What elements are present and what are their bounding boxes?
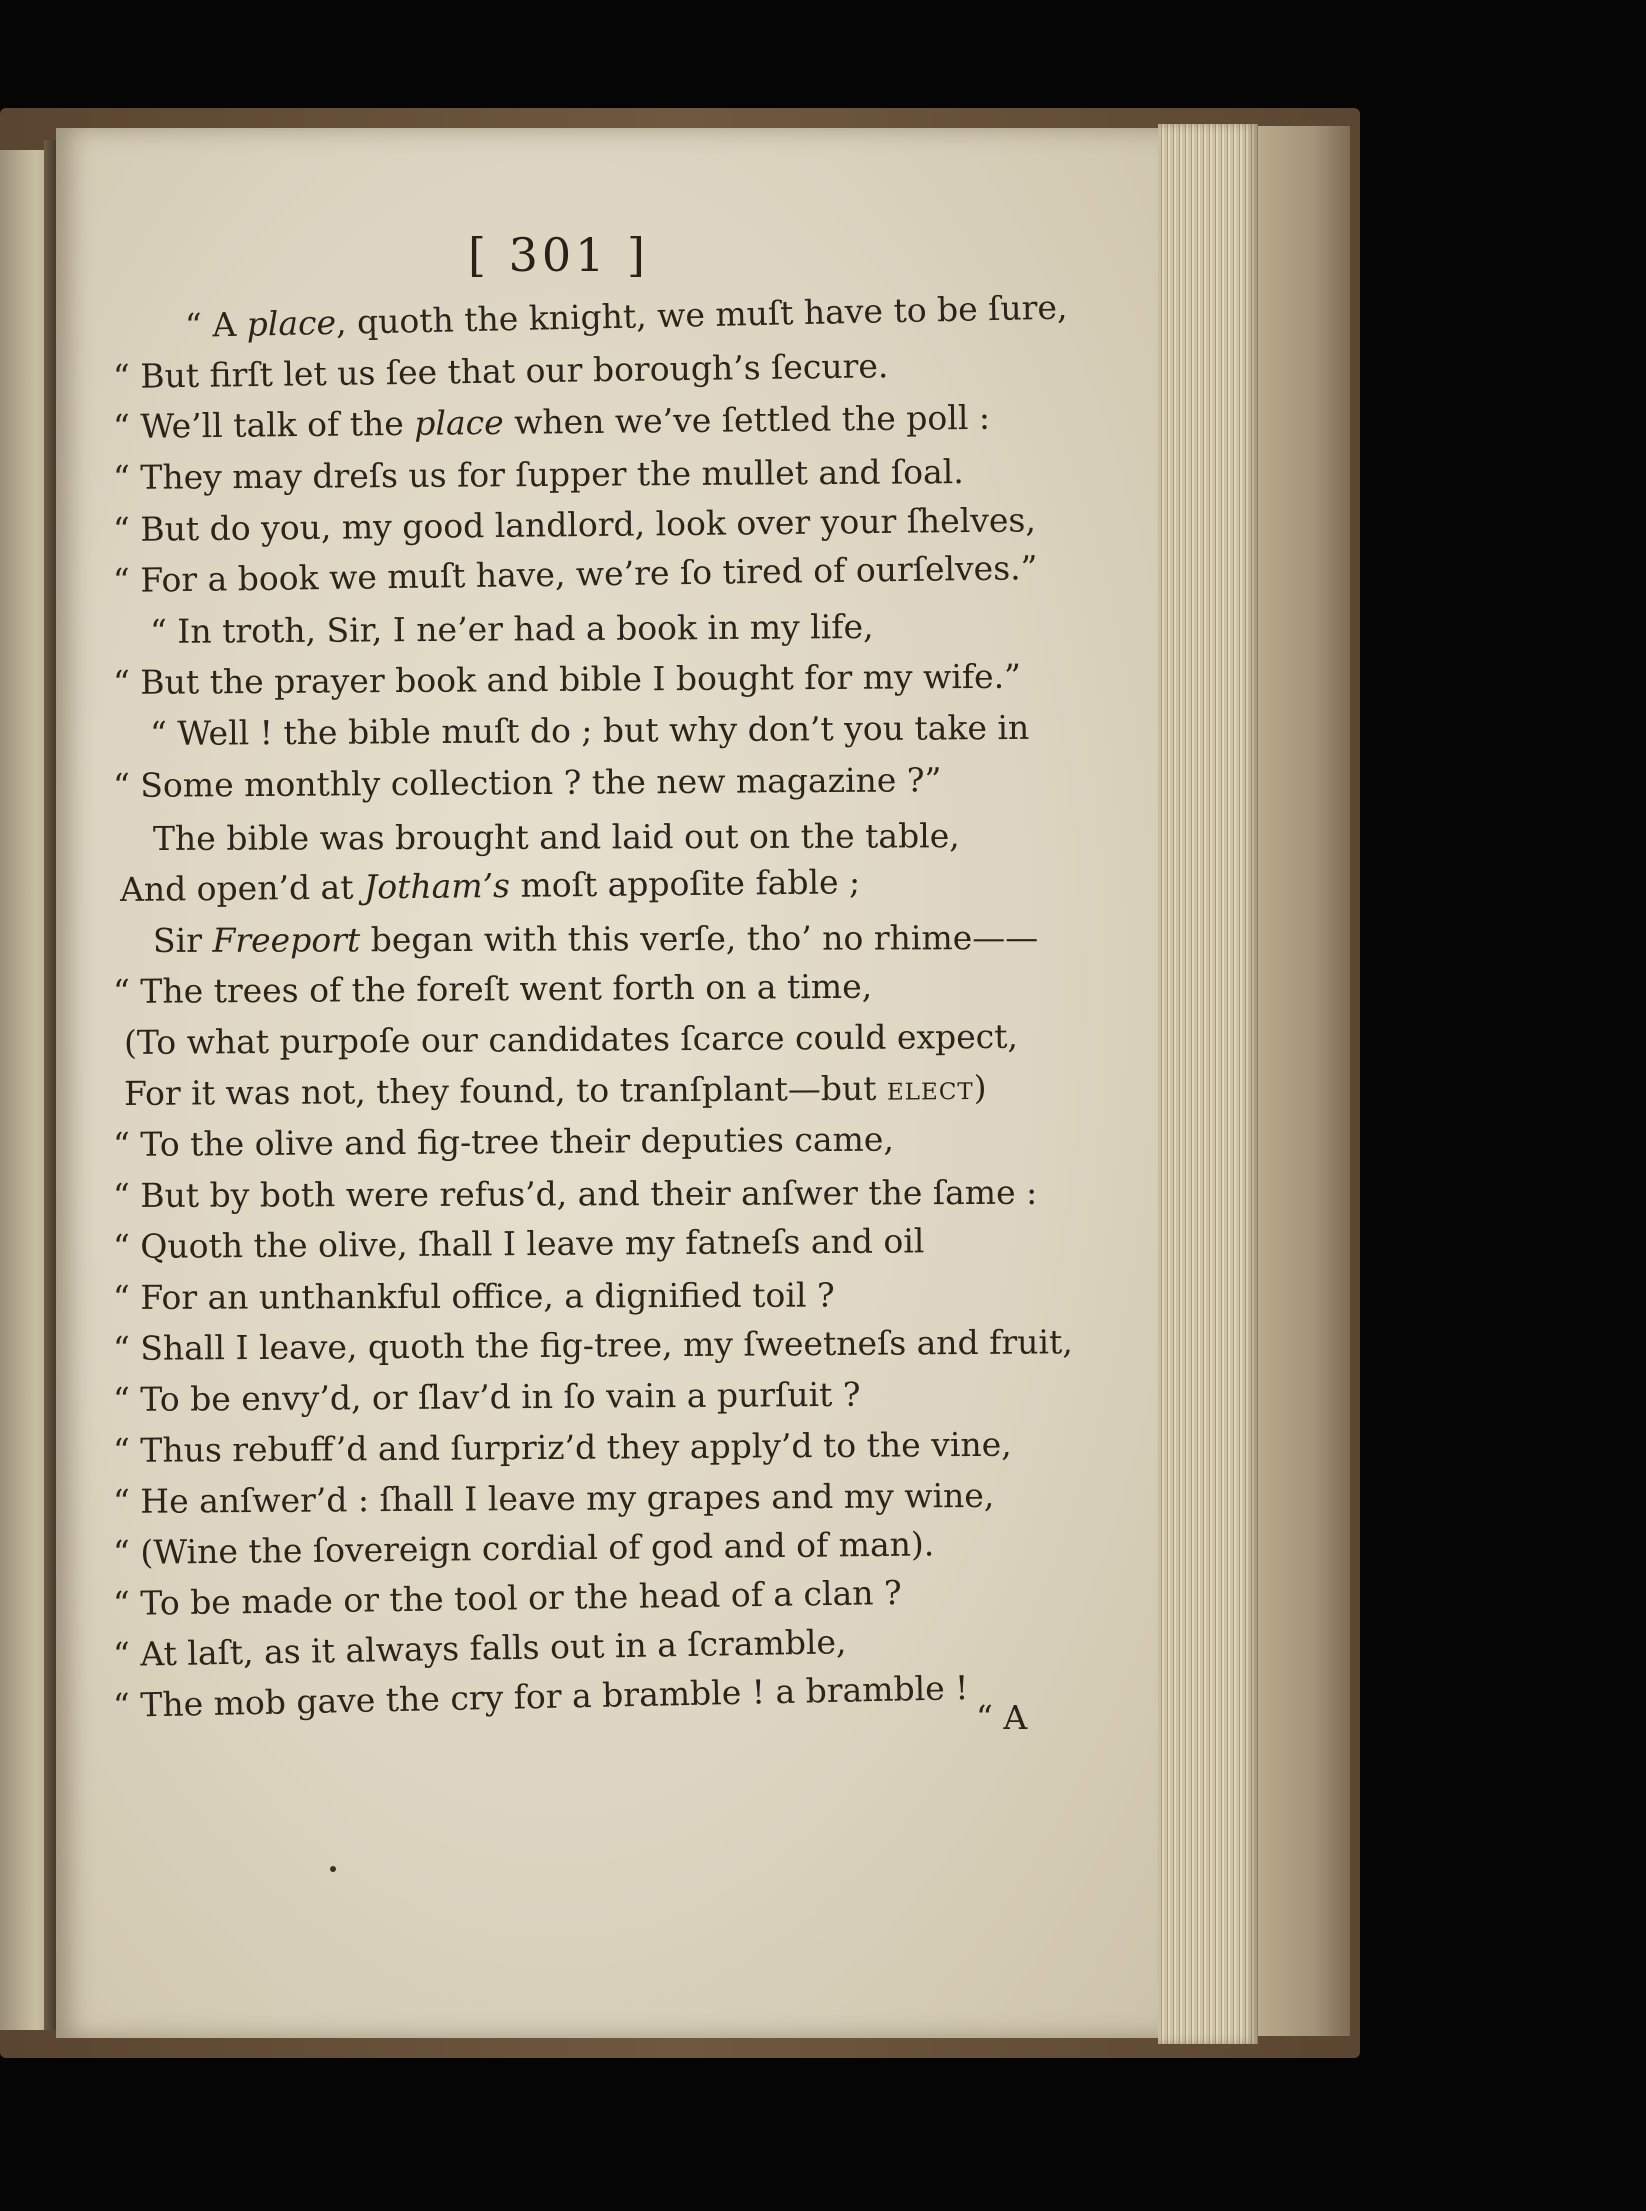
line-text: “ Some monthly collection ? the new magazine ?” bbox=[112, 760, 942, 805]
line-text: “ Thus rebuff’d and ſurpriz’d they apply’d to the vine, bbox=[112, 1424, 1012, 1470]
line-text: moſt appoſite fable ; bbox=[509, 862, 861, 905]
poem-line bbox=[113, 1476, 995, 1522]
poem-line bbox=[153, 816, 960, 859]
poem-line bbox=[150, 708, 1030, 754]
poem-line bbox=[113, 760, 942, 806]
line-text: “ But do you, my good landlord, look over your ſhelves, bbox=[112, 500, 1037, 549]
italic-word: place bbox=[246, 302, 337, 344]
poem-line bbox=[113, 657, 1021, 703]
line-text: when we’ve ſettled the poll : bbox=[503, 397, 991, 442]
poem-line bbox=[113, 346, 889, 397]
poem-line bbox=[124, 1017, 1018, 1063]
line-text: “ To the olive and fig-tree their deputies came, bbox=[112, 1119, 895, 1164]
line-text: “ For an unthankful office, a dignified toil ? bbox=[112, 1275, 835, 1317]
poem-line bbox=[124, 1068, 987, 1114]
poem-line bbox=[113, 967, 872, 1012]
line-text: “ For a book we muſt have, we’re ſo tired of ourſelves.” bbox=[112, 548, 1038, 600]
line-text: “ They may dreſs us for ſupper the mullet and ſoal. bbox=[112, 452, 964, 497]
line-text: , quoth the knight, we muſt have to be ſure, bbox=[335, 287, 1068, 342]
small-caps-word: elect bbox=[886, 1068, 974, 1108]
poem-line bbox=[113, 1573, 902, 1624]
line-text: “ The mob gave the cry for a bramble ! a bramble ! bbox=[112, 1668, 969, 1725]
page-number-header: [ 301 ] bbox=[468, 228, 649, 282]
line-text: “ To be envy’d, or ſlav’d in ſo vain a purſuit ? bbox=[112, 1374, 861, 1419]
line-text: “ We’ll talk of the bbox=[112, 403, 415, 446]
poem-line bbox=[113, 1173, 1037, 1216]
line-text: “ The trees of the foreſt went forth on a time, bbox=[112, 966, 873, 1011]
line-text: “ Quoth the olive, ſhall I leave my fatneſs and oil bbox=[112, 1221, 925, 1266]
line-text: “ A bbox=[184, 304, 248, 345]
poem-line bbox=[113, 1221, 925, 1267]
poem-line bbox=[113, 1524, 935, 1573]
line-text: “ Shall I leave, quoth the fig-tree, my ſweetneſs and fruit, bbox=[112, 1322, 1073, 1368]
poem-line bbox=[113, 548, 1038, 601]
italic-word: Jotham’s bbox=[363, 865, 511, 907]
poem-line bbox=[113, 500, 1036, 550]
poem-line bbox=[113, 1120, 894, 1165]
poem-line bbox=[153, 918, 1038, 961]
poem-line bbox=[113, 1275, 835, 1318]
poem-line bbox=[113, 1668, 969, 1726]
poem-line bbox=[113, 1425, 1012, 1471]
poem-line bbox=[113, 398, 990, 447]
line-text: The bible was brought and laid out on the table, bbox=[152, 816, 960, 858]
italic-word: place bbox=[414, 402, 504, 443]
poem-line bbox=[113, 1375, 861, 1420]
poem-line bbox=[150, 607, 874, 652]
catchword: “ A bbox=[976, 1698, 1028, 1737]
line-text: For it was not, they found, to tranſplant—but bbox=[123, 1068, 888, 1113]
line-text: “ But by both were refus’d, and their anſwer the ſame : bbox=[112, 1172, 1038, 1215]
line-text: “ At laſt, as it always falls out in a ſcramble, bbox=[112, 1622, 847, 1674]
line-text: And open’d at bbox=[119, 867, 365, 909]
italic-word: Freeport bbox=[212, 920, 361, 960]
line-text: began with this verſe, tho’ no rhime—— bbox=[360, 917, 1039, 960]
poem-line bbox=[185, 288, 1068, 346]
ink-speck bbox=[330, 1866, 336, 1872]
line-text: “ Well ! the bible muſt do ; but why don’t you take in bbox=[149, 707, 1030, 753]
line-text: “ But firſt let us ſee that our borough’s ſecure. bbox=[112, 346, 889, 396]
poem-line bbox=[113, 1322, 1073, 1369]
line-text: ) bbox=[973, 1067, 987, 1108]
line-text: “ To be made or the tool or the head of a clan ? bbox=[112, 1572, 902, 1623]
poem-line bbox=[120, 862, 861, 910]
line-text: “ (Wine the ſovereign cordial of god and of man). bbox=[112, 1524, 935, 1572]
poem-line bbox=[113, 1622, 847, 1675]
line-text: Sir bbox=[152, 920, 213, 960]
line-text: “ But the prayer book and bible I bought for my wife.” bbox=[112, 656, 1022, 702]
poem-line bbox=[113, 452, 964, 498]
line-text: “ He anſwer’d : ſhall I leave my grapes and my wine, bbox=[112, 1475, 995, 1521]
line-text: (To what purpoſe our candidates ſcarce could expect, bbox=[123, 1016, 1019, 1062]
line-text: “ In troth, Sir, I ne’er had a book in my life, bbox=[149, 606, 874, 651]
